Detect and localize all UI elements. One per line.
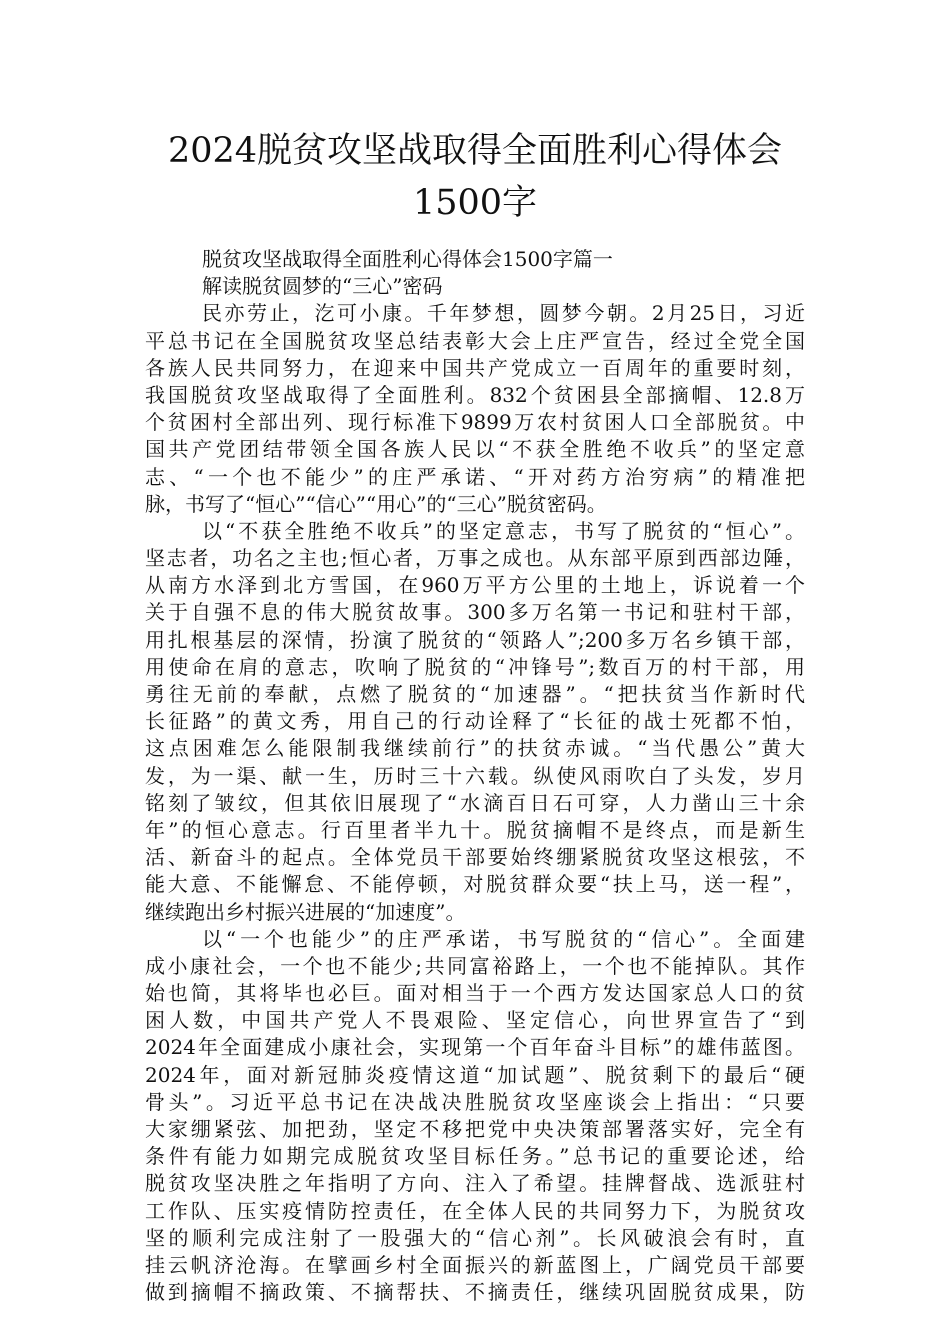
paragraph-line: 成小康社会，一个也不能少;共同富裕路上，一个也不能掉队。其作 [145,953,805,978]
paragraph-line: 用扎根基层的深情，扮演了脱贫的“领路人”;200多万名乡镇干部， [145,627,805,652]
paragraph-line: 挂云帆济沧海。在擘画乡村全面振兴的新蓝图上，广阔党员干部要 [145,1252,805,1277]
paragraph-line: 国共产党团结带领全国各族人民以“不获全胜绝不收兵”的坚定意 [145,437,805,462]
document-title-line-1: 2024脱贫攻坚战取得全面胜利心得体会 [167,131,783,171]
paragraph-line: 各族人民共同努力，在迎来中国共产党成立一百周年的重要时刻， [145,355,805,380]
paragraph-line: 平总书记在全国脱贫攻坚总结表彰大会上庄严宣告，经过全党全国 [145,328,805,353]
paragraph-line: 2024年全面建成小康社会，实现第一个百年奋斗目标”的雄伟蓝图。 [145,1035,805,1060]
paragraph-line: 勇往无前的奉献，点燃了脱贫的“加速器”。“把扶贫当作新时代 [145,682,805,706]
paragraph-line: 脉，书写了“恒心”“信心”“用心”的“三心”脱贫密码。 [145,491,607,516]
paragraph-line: 我国脱贫攻坚战取得了全面胜利。832个贫困县全部摘帽、12.8万 [145,382,805,407]
paragraph-line: 坚志者，功名之主也;恒心者，万事之成也。从东部平原到西部边陲， [145,546,805,571]
paragraph-line: 发，为一渠、献一生，历时三十六载。纵使风雨吹白了头发，岁月 [145,763,805,788]
paragraph-line: 继续跑出乡村振兴进展的“加速度”。 [145,899,466,924]
paragraph-line: 条件有能力如期完成脱贫攻坚目标任务。”总书记的重要论述，给 [145,1144,805,1169]
paragraph-line: 铭刻了皱纹，但其依旧展现了“水滴百日石可穿，人力凿山三十余 [145,790,805,815]
paragraph-line: 以“一个也能少”的庄严承诺，书写脱贫的“信心”。全面建 [202,926,805,951]
paragraph-line: 从南方水泽到北方雪国，在960万平方公里的土地上，诉说着一个 [145,573,805,598]
paragraph-line: 以“不获全胜绝不收兵”的坚定意志，书写了脱贫的“恒心”。 [202,518,805,543]
section-subheading: 解读脱贫圆梦的“三心”密码 [202,274,443,299]
paragraph-line: 个贫困村全部出列、现行标准下9899万农村贫困人口全部脱贫。中 [145,410,805,435]
paragraph-line: 工作队、压实疫情防控责任，在全体人民的共同努力下，为脱贫攻 [145,1198,805,1223]
document-title-line-2: 1500字 [412,183,538,223]
paragraph-line: 志、“一个也不能少”的庄严承诺、“开对药方治穷病”的精准把 [145,464,805,489]
paragraph-line: 年”的恒心意志。行百里者半九十。脱贫摘帽不是终点，而是新生 [145,817,805,842]
document-body [145,246,805,1306]
section-heading: 脱贫攻坚战取得全面胜利心得体会1500字篇一 [202,247,613,271]
paragraph-line: 2024年，面对新冠肺炎疫情这道“加试题”、脱贫剩下的最后“硬 [145,1062,805,1087]
paragraph-line: 始也简，其将毕也必巨。面对相当于一个西方发达国家总人口的贫 [145,981,805,1006]
paragraph-line: 做到摘帽不摘政策、不摘帮扶、不摘责任，继续巩固脱贫成果，防 [145,1280,805,1305]
paragraph-line: 骨头”。习近平总书记在决战决胜脱贫攻坚座谈会上指出：“只要 [145,1089,805,1114]
paragraph-line: 大家绷紧弦、加把劲，坚定不移把党中央决策部署落实好，完全有 [145,1117,805,1141]
paragraph-line: 用使命在肩的意志，吹响了脱贫的“冲锋号”;数百万的村干部，用 [145,654,805,679]
paragraph-line: 活、新奋斗的起点。全体党员干部要始终绷紧脱贫攻坚这根弦，不 [145,845,805,870]
paragraph-line: 这点困难怎么能限制我继续前行”的扶贫赤诚。“当代愚公”黄大 [145,736,805,761]
paragraph-line: 坚的顺利完成注射了一股强大的“信心剂”。长风破浪会有时，直 [145,1225,805,1250]
paragraph-line: 困人数，中国共产党人不畏艰险、坚定信心，向世界宣告了“到 [145,1008,805,1033]
paragraph-line: 能大意、不能懈怠、不能停顿，对脱贫群众要“扶上马，送一程”， [145,872,805,897]
paragraph-line: 关于自强不息的伟大脱贫故事。300多万名第一书记和驻村干部， [145,600,805,625]
paragraph-line: 脱贫攻坚决胜之年指明了方向、注入了希望。挂牌督战、选派驻村 [145,1171,805,1196]
paragraph-line: 长征路”的黄文秀，用自己的行动诠释了“长征的战士死都不怕， [145,709,805,734]
paragraph-line: 民亦劳止，汔可小康。千年梦想，圆梦今朝。2月25日，习近 [202,301,805,326]
